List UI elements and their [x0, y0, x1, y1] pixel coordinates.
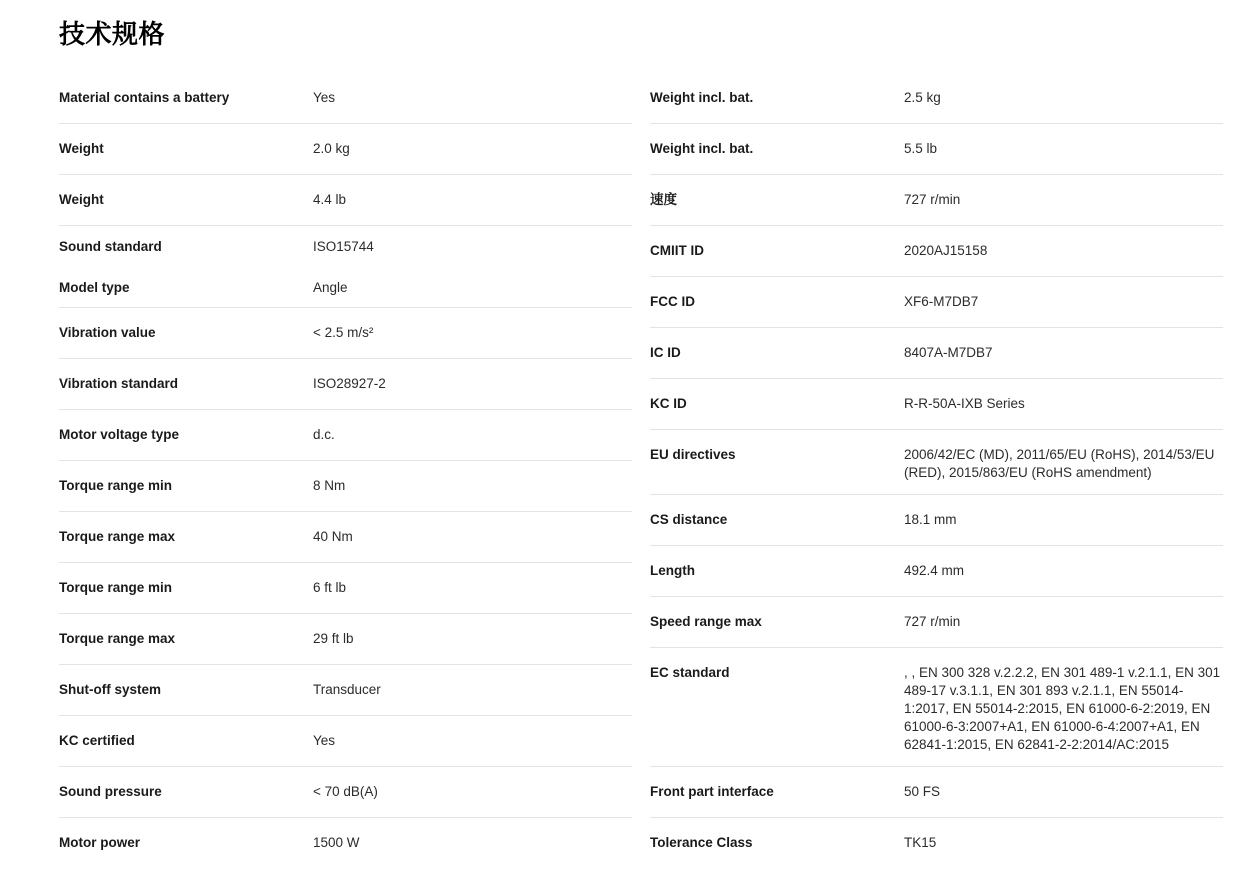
spec-value: 1500 W	[313, 835, 360, 850]
table-row	[650, 277, 1223, 328]
table-row	[59, 716, 632, 767]
spec-label: Torque range min	[59, 478, 173, 493]
table-row	[650, 379, 1223, 430]
table-row	[59, 73, 632, 124]
spec-label: 速度	[650, 192, 677, 207]
spec-label: Length	[650, 563, 695, 578]
spec-label: EC standard	[650, 665, 730, 680]
spec-label: KC certified	[59, 733, 135, 748]
table-row	[59, 767, 632, 818]
spec-label: Shut-off system	[59, 682, 162, 697]
table-row	[59, 308, 632, 359]
spec-label: IC ID	[650, 345, 681, 360]
spec-value: 727 r/min	[904, 614, 961, 629]
spec-value: 40 Nm	[313, 529, 353, 544]
spec-value: d.c.	[313, 427, 335, 442]
spec-label: Vibration value	[59, 325, 156, 340]
table-row	[650, 495, 1223, 546]
table-row	[59, 359, 632, 410]
table-row	[59, 818, 632, 869]
table-row	[59, 267, 632, 308]
spec-label: Sound pressure	[59, 784, 162, 799]
spec-value: ISO15744	[313, 239, 374, 254]
table-row	[59, 461, 632, 512]
table-row	[650, 767, 1223, 818]
table-row	[650, 546, 1223, 597]
spec-value: , , EN 300 328 v.2.2.2, EN 301 489-1 v.2.1.1, EN 301 489-17 v.3.1.1, EN 301 893 v.2.1.1, EN 55014-1:2017, EN 55014-2:2015, EN 61000-6-2:2019, EN 61000-6-3:2007+A1, EN 61000-6-4:2007+A1, EN 62841-1:2015, EN 62841-2-2:2014/AC:2015	[904, 665, 1221, 752]
page-title: 技术规格	[59, 19, 166, 49]
spec-value: Yes	[313, 90, 336, 105]
table-row	[59, 226, 632, 267]
spec-label: Material contains a battery	[59, 90, 230, 105]
spec-label: Vibration standard	[59, 376, 179, 391]
table-row	[650, 818, 1223, 869]
specifications-left-column	[59, 73, 632, 869]
spec-label: Weight incl. bat.	[650, 90, 754, 105]
spec-value: 727 r/min	[904, 192, 961, 207]
spec-value: Yes	[313, 733, 336, 748]
spec-value: XF6-M7DB7	[904, 294, 979, 309]
specifications-right-column	[650, 73, 1223, 869]
spec-label: KC ID	[650, 396, 687, 411]
spec-value: 2.0 kg	[313, 141, 350, 156]
table-row	[650, 175, 1223, 226]
spec-value: 8 Nm	[313, 478, 346, 493]
table-row	[59, 124, 632, 175]
spec-label: FCC ID	[650, 294, 695, 309]
spec-label: Front part interface	[650, 784, 774, 799]
spec-label: Torque range max	[59, 631, 176, 646]
table-row	[59, 175, 632, 226]
spec-label: Weight	[59, 192, 104, 207]
spec-label: Motor power	[59, 835, 140, 850]
table-row	[59, 614, 632, 665]
table-row	[59, 410, 632, 461]
spec-label: CMIIT ID	[650, 243, 704, 258]
table-row	[650, 124, 1223, 175]
spec-value: 492.4 mm	[904, 563, 965, 578]
spec-label: Torque range min	[59, 580, 173, 595]
table-row	[650, 328, 1223, 379]
table-row	[650, 73, 1223, 124]
spec-label: Tolerance Class	[650, 835, 753, 850]
spec-label: Torque range max	[59, 529, 176, 544]
table-row	[650, 648, 1223, 767]
spec-value: 2020AJ15158	[904, 243, 988, 258]
spec-label: CS distance	[650, 512, 728, 527]
spec-value: 8407A-M7DB7	[904, 345, 993, 360]
spec-label: Motor voltage type	[59, 427, 180, 442]
spec-value: 50 FS	[904, 784, 941, 799]
table-row	[59, 512, 632, 563]
spec-label: EU directives	[650, 447, 736, 462]
spec-value: 6 ft lb	[313, 580, 347, 595]
spec-label: Weight incl. bat.	[650, 141, 754, 156]
spec-value: 4.4 lb	[313, 192, 347, 207]
table-row	[59, 665, 632, 716]
spec-value: Angle	[313, 280, 348, 295]
spec-value: Transducer	[313, 682, 381, 697]
spec-value: ISO28927-2	[313, 376, 386, 391]
table-row	[650, 226, 1223, 277]
spec-label: Sound standard	[59, 239, 162, 254]
table-row	[650, 597, 1223, 648]
spec-value: < 70 dB(A)	[313, 784, 378, 799]
spec-value: TK15	[904, 835, 937, 850]
spec-label: Weight	[59, 141, 104, 156]
spec-value: 29 ft lb	[313, 631, 354, 646]
spec-value: 18.1 mm	[904, 512, 957, 527]
spec-value: R-R-50A-IXB Series	[904, 396, 1025, 411]
table-row	[59, 563, 632, 614]
spec-value: 5.5 lb	[904, 141, 938, 156]
spec-value: 2006/42/EC (MD), 2011/65/EU (RoHS), 2014/53/EU (RED), 2015/863/EU (RoHS amendment)	[904, 447, 1215, 480]
specifications-columns	[0, 73, 1238, 869]
spec-label: Model type	[59, 280, 130, 295]
spec-label: Speed range max	[650, 614, 762, 629]
table-row	[650, 430, 1223, 495]
spec-value: 2.5 kg	[904, 90, 941, 105]
spec-value: < 2.5 m/s²	[313, 325, 374, 340]
